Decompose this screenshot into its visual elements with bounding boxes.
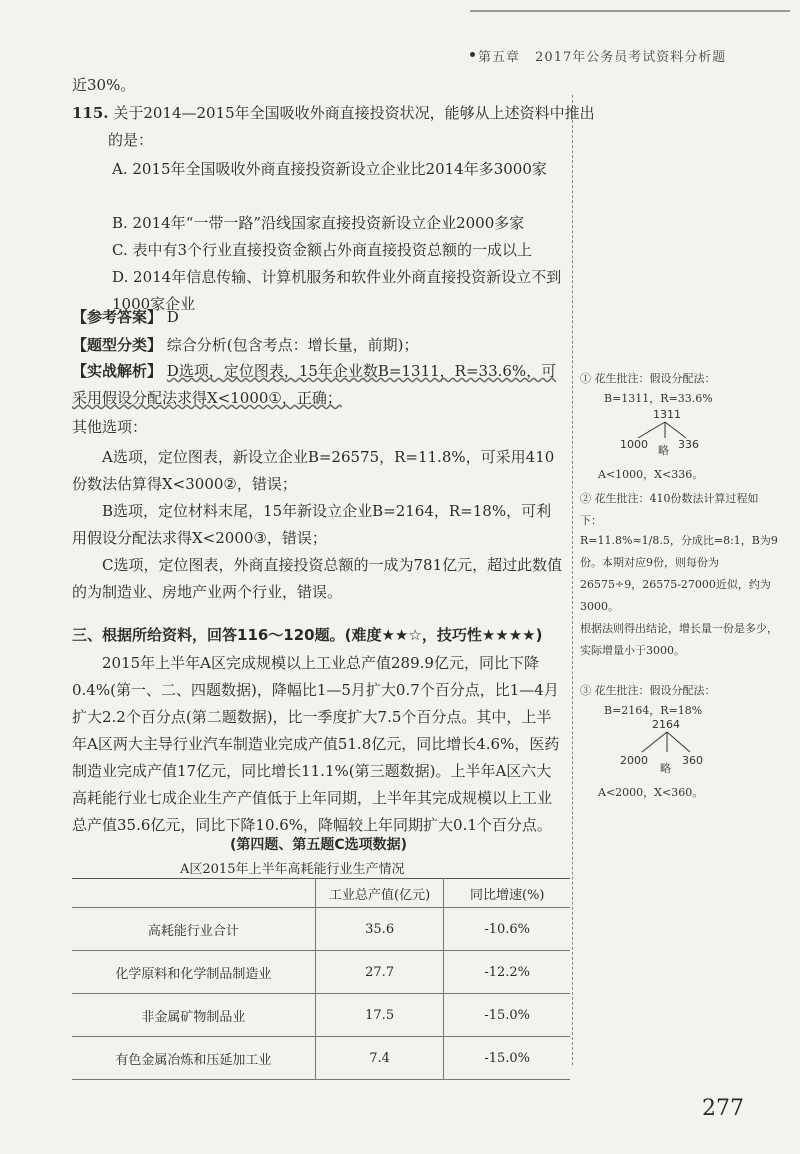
- side-note-3-result: A<2000，X<360。: [598, 786, 704, 799]
- answer-line: [72, 304, 564, 331]
- tree1-left: 1000: [620, 438, 648, 451]
- table-cell: -12.2%: [444, 951, 570, 994]
- analysis-d: [72, 358, 564, 412]
- table-cell: 27.7: [315, 951, 444, 994]
- running-header: [478, 46, 726, 65]
- analysis-c: C选项，定位图表，外商直接投资总额的一成为781亿元，超过此数值的为制造业、房地产业两个行业，错误。: [72, 556, 563, 601]
- type-line: [72, 332, 564, 359]
- question-115: [72, 100, 600, 154]
- tree3-top: 2164: [652, 718, 680, 731]
- analysis-d-text: D选项，定位图表，15年企业数B=1311，R=33.6%，可采用假设分配法求得X<1000①，正确；: [72, 362, 557, 407]
- answer-label: 【参考答案】: [72, 308, 163, 326]
- table-cell: 有色金属冶炼和压延加工业: [72, 1037, 315, 1080]
- tree1-mid: 略: [658, 444, 669, 457]
- side-note-1-result: A<1000，X<336。: [598, 468, 704, 481]
- table-row: [72, 1037, 570, 1080]
- table-cell: -10.6%: [444, 908, 570, 951]
- table-cell: 非金属矿物制品业: [72, 994, 315, 1037]
- tree1-top: 1311: [653, 408, 681, 421]
- data-note: (第四题、第五题C选项数据): [230, 837, 408, 853]
- side-note-1-title: ① 花生批注：假设分配法：: [580, 372, 716, 385]
- tree3-left-branch: [642, 732, 667, 752]
- table-cell: -15.0%: [444, 1037, 570, 1080]
- tree3-right-branch: [667, 732, 690, 752]
- header-rule: [470, 10, 790, 12]
- tree3-right: 360: [682, 754, 703, 767]
- tree3-left: 2000: [620, 754, 648, 767]
- tree1-left-branch: [638, 422, 665, 438]
- split-diagram-3: [612, 716, 722, 782]
- type-value: 综合分析(包含考点：增长量，前期)；: [166, 336, 419, 354]
- answer-value: D: [166, 308, 179, 326]
- production-table: [72, 878, 570, 1080]
- header-title: 2017年公务员考试资料分析题: [535, 50, 727, 65]
- split-diagram-1: [610, 408, 720, 468]
- section-heading: 三、根据所给资料，回答116～120题。(难度★★☆，技巧性★★★★): [72, 626, 543, 644]
- question-number: 115.: [72, 104, 109, 122]
- material-paragraph: 2015年上半年A区完成规模以上工业总产值289.9亿元，同比下降0.4%(第一、二、四题数据)，降幅比1—5月扩大0.7个百分点，比1—4月扩大2.2个百分点(第二题数据)，比一季度扩大7.5个百分点。其中，上半年A区两大主导行业汽车制造业完成产值51.8亿元，同比增长4.6%，医药制造业完成产值17亿元，同比增长11.1%(第三题数据)。上半年A区六大高耗能行业七成企业生产产值低于上年同期，上半年其完成规模以上工业总产值35.6亿元，同比下降10.6%，降幅较上年同期扩大0.1个百分点。: [72, 654, 560, 834]
- table-cell: 化学原料和化学制品制造业: [72, 951, 315, 994]
- side-note-3-title: ③ 花生批注：假设分配法：: [580, 684, 716, 697]
- tree1-right-branch: [665, 422, 686, 438]
- side-note-2-body: R=11.8%≈1/8.5，分成比=8:1，B为9份。本期对应9份，则每份为26575÷9，26575-27000近似，约为3000。: [580, 534, 778, 613]
- table-cell: 35.6: [315, 908, 444, 951]
- top-line: 近30%。: [72, 76, 136, 94]
- question-stem: 关于2014—2015年全国吸收外商直接投资状况，能够从上述资料中推出的是：: [108, 104, 595, 149]
- tree1-right: 336: [678, 438, 699, 451]
- analysis-b: B选项，定位材料末尾，15年新设立企业B=2164，R=18%，可利用假设分配法求得X<2000③，错误；: [72, 502, 552, 547]
- page-number: 277: [702, 1096, 744, 1121]
- header-dot: [470, 52, 475, 57]
- table-title: A区2015年上半年高耗能行业生产情况: [180, 862, 405, 877]
- side-note-2-title: ② 花生批注：410份数法计算过程如下：: [580, 492, 759, 527]
- table-cell: 高耗能行业合计: [72, 908, 315, 951]
- table-cell: 7.4: [315, 1037, 444, 1080]
- analysis-a: A选项，定位图表，新设立企业B=26575，R=11.8%，可采用410份数法估算得X<3000②，错误；: [72, 448, 555, 493]
- margin-divider: [572, 95, 573, 1065]
- option-a: A. 2015年全国吸收外商直接投资新设立企业比2014年多3000家: [112, 160, 547, 178]
- table-cell: 17.5: [315, 994, 444, 1037]
- option-c: C. 表中有3个行业直接投资金额占外商直接投资总额的一成以上: [112, 241, 533, 259]
- side-note-1-formula: B=1311，R=33.6%: [604, 392, 713, 405]
- header-section: 第五章: [478, 50, 521, 65]
- table-row: [72, 951, 570, 994]
- table-cell: -15.0%: [444, 994, 570, 1037]
- table-row: [72, 994, 570, 1037]
- option-d: D. 2014年信息传输、计算机服务和软件业外商直接投资新设立不到1000家企业: [112, 268, 562, 313]
- table-header-row: [72, 879, 570, 908]
- table-header-cell: 同比增速(%): [444, 879, 570, 908]
- tree3-mid: 略: [660, 762, 671, 775]
- table-row: [72, 908, 570, 951]
- analysis-label: 【实战解析】: [72, 362, 163, 380]
- table-header-cell: 工业总产值(亿元): [315, 879, 444, 908]
- type-label: 【题型分类】: [72, 336, 163, 354]
- table-header-cell: [72, 879, 315, 908]
- side-note-3-formula: B=2164，R=18%: [604, 704, 703, 717]
- option-b: B. 2014年“一带一路”沿线国家直接投资新设立企业2000多家: [112, 214, 525, 232]
- side-note-2-tail: 根据法则得出结论，增长量一份是多少，实际增量小于3000。: [580, 622, 778, 657]
- other-options-label: 其他选项：: [72, 418, 148, 436]
